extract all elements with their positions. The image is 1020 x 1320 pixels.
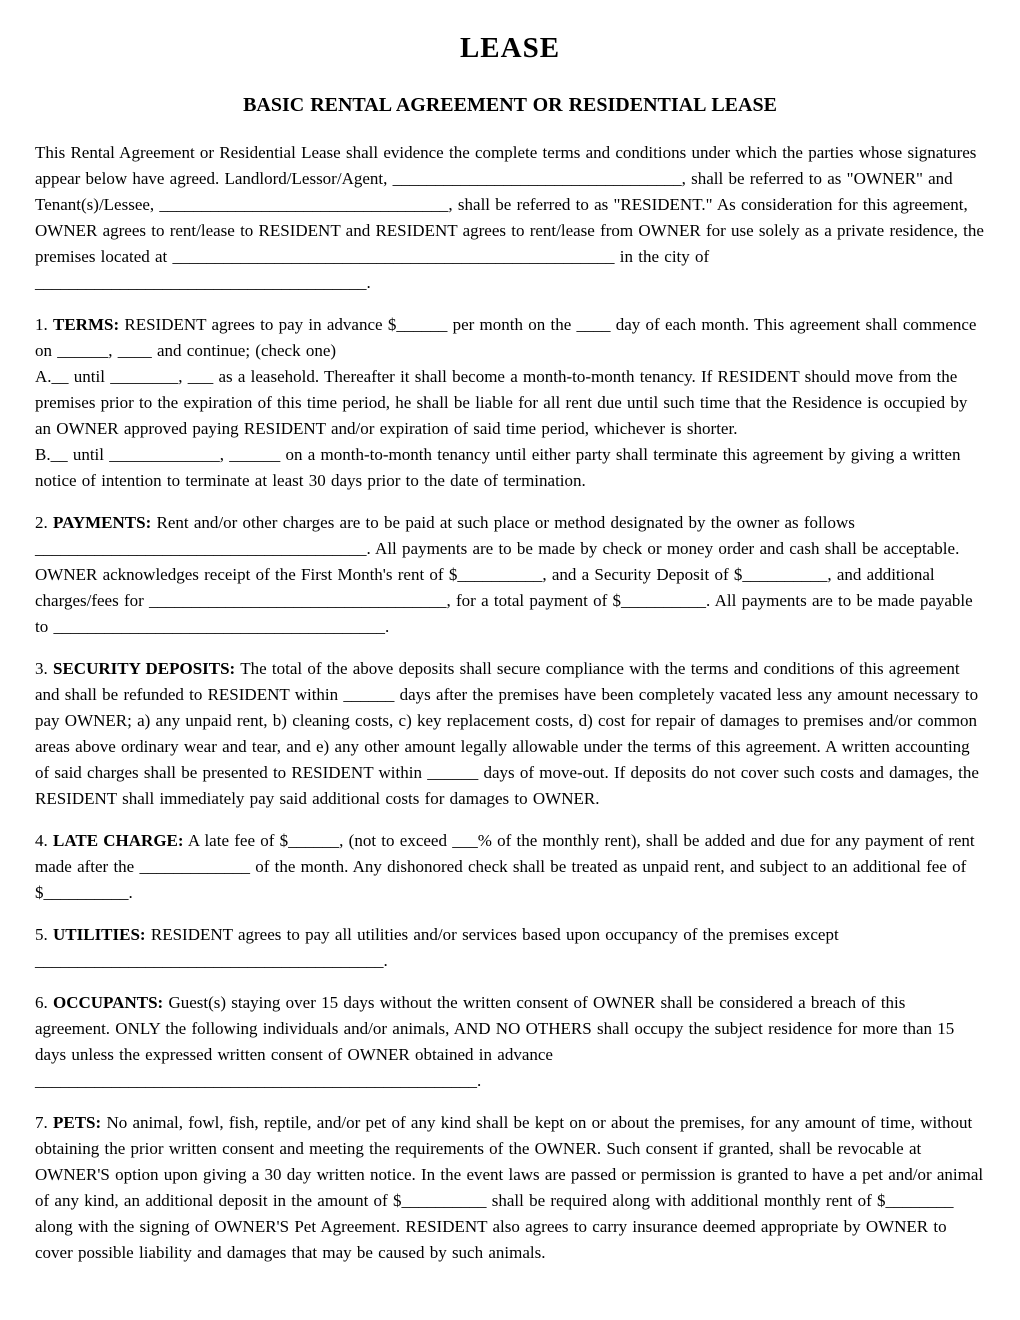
section-occupants-body: Guest(s) staying over 15 days without the written consent of OWNER shall be considered a breach of this agreement. ONLY the following individuals and/or animals, AND NO OTHERS shall occupy the subject residence for more than 15 days unless the expressed written consent of OWNER obtained in advance ____________________________________________________. — [35, 993, 955, 1091]
section-payments-body: Rent and/or other charges are to be paid at such place or method designated by the owner as follows _______________________________________. All payments are to be made by check or money order and cash shall be acceptable. OWNER acknowledges receipt of the First Month's rent of $__________, and a Security Deposit of $__________, and additional charges/fees for ___________________________________, for a total payment of $__________. All payments are to be made payable to _______________________________________. — [35, 513, 973, 637]
section-payments-paragraph — [35, 510, 985, 640]
section-occupants-heading: OCCUPANTS: — [53, 993, 164, 1013]
section-pets — [35, 1110, 985, 1266]
document-subtitle: BASIC RENTAL AGREEMENT OR RESIDENTIAL LEASE — [243, 94, 777, 117]
section-security-deposits-paragraph — [35, 656, 985, 812]
section-terms-opening — [35, 312, 985, 364]
section-terms-heading: TERMS: — [53, 315, 120, 335]
section-occupants-number: 6. — [35, 993, 48, 1013]
section-utilities-number: 5. — [35, 925, 48, 945]
section-occupants-paragraph — [35, 990, 985, 1094]
section-terms-number: 1. — [35, 315, 48, 335]
section-pets-heading: PETS: — [53, 1113, 102, 1133]
section-late-charge — [35, 828, 985, 906]
section-utilities-body: RESIDENT agrees to pay all utilities and/or services based upon occupancy of the premises except _________________________________________. — [35, 925, 839, 971]
intro-paragraph: This Rental Agreement or Residential Lease shall evidence the complete terms and conditions under which the parties whose signatures appear below have agreed. Landlord/Lessor/Agent, __________________________________, shall be referred to as "OWNER" and Tenant(s)/Lessee, __________________________________, shall be referred to as "RESIDENT." As consideration for this agreement, OWNER agrees to rent/lease to RESIDENT and RESIDENT agrees to rent/lease from OWNER for use solely as a private residence, the premises located at ____________________________________________________ in the city of _______________________________________. — [35, 143, 984, 293]
section-payments — [35, 510, 985, 640]
section-security-deposits — [35, 656, 985, 812]
section-occupants — [35, 990, 985, 1094]
section-utilities — [35, 922, 985, 974]
section-payments-heading: PAYMENTS: — [53, 513, 152, 533]
section-security-deposits-body: The total of the above deposits shall secure compliance with the terms and conditions of this agreement and shall be refunded to RESIDENT within ______ days after the premises have been completely vacated less any amount necessary to pay OWNER; a) any unpaid rent, b) cleaning costs, c) key replacement costs, d) cost for repair of damages to premises and/or common areas above ordinary wear and tear, and e) any other amount legally allowable under the terms of this agreement. A written accounting of said charges shall be presented to RESIDENT within ______ days of move-out. If deposits do not cover such costs and damages, the RESIDENT shall immediately pay said additional costs for damages to OWNER. — [35, 659, 979, 809]
section-payments-number: 2. — [35, 513, 48, 533]
section-pets-number: 7. — [35, 1113, 48, 1133]
section-security-deposits-heading: SECURITY DEPOSITS: — [53, 659, 236, 679]
document-title: LEASE — [459, 32, 561, 64]
section-pets-paragraph — [35, 1110, 985, 1266]
section-security-deposits-number: 3. — [35, 659, 48, 679]
section-pets-body: No animal, fowl, fish, reptile, and/or pet of any kind shall be kept on or about the premises, for any amount of time, without obtaining the prior written consent and meeting the requirements of the OWNER. Such consent if granted, shall be revocable at OWNER'S option upon giving a 30 day written notice. In the event laws are passed or permission is granted to have a pet and/or animal of any kind, an additional deposit in the amount of $__________ shall be required along with additional monthly rent of $________ along with the signing of OWNER'S Pet Agreement. RESIDENT also agrees to carry insurance deemed appropriate by OWNER to cover possible liability and damages that may be caused by such animals. — [35, 1113, 984, 1263]
section-late-charge-paragraph — [35, 828, 985, 906]
section-late-charge-heading: LATE CHARGE: — [53, 831, 184, 851]
section-late-charge-number: 4. — [35, 831, 48, 851]
section-terms — [35, 312, 985, 494]
section-utilities-paragraph — [35, 922, 985, 974]
section-terms-body: RESIDENT agrees to pay in advance $______ per month on the ____ day of each month. This agreement shall commence on ______, ____ and continue; (check one) — [35, 315, 977, 361]
section-terms-option-a: A.__ until ________, ___ as a leasehold. Thereafter it shall become a month-to-month tenancy. If RESIDENT should move from the premises prior to the expiration of this time period, he shall be liable for all rent due until such time that the Residence is occupied by an OWNER approved paying RESIDENT and/or expiration of said time period, whichever is shorter. — [35, 367, 968, 439]
section-utilities-heading: UTILITIES: — [53, 925, 146, 945]
section-late-charge-body: A late fee of $______, (not to exceed ___% of the monthly rent), shall be added and due for any payment of rent made after the _____________ of the month. Any dishonored check shall be treated as unpaid rent, and subject to an additional fee of $__________. — [35, 831, 975, 903]
section-terms-option-b: B.__ until _____________, ______ on a month-to-month tenancy until either party shall terminate this agreement by giving a written notice of intention to terminate at least 30 days prior to the date of termination. — [35, 445, 961, 491]
